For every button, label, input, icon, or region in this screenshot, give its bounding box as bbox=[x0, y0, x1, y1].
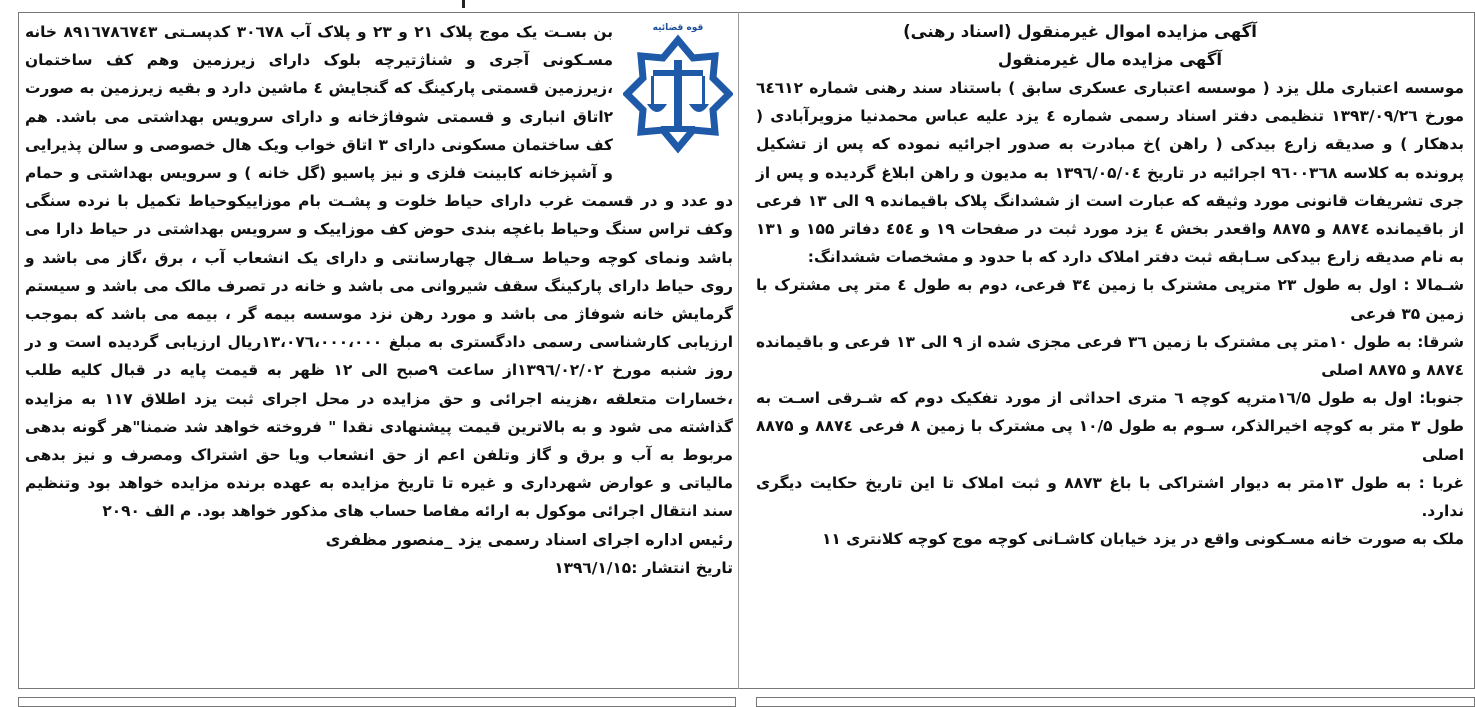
next-notice-right-frame bbox=[756, 697, 1475, 707]
boundary-north: شـمالا : اول به طول ۲۳ مترپی مشترک با زمین ۳٤ فرعی، دوم به طول ٤ متر پی مشترک با زمین ۳۵ فرعی bbox=[756, 276, 1464, 323]
publish-date: تاریخ انتشار :۱۳۹٦/۱/۱۵ bbox=[554, 558, 733, 577]
boundary-east: شرقا: به طول ۱۰متر پی مشترک با زمین ۳٦ فرعی مجزی شده از ۹ الی ۱۳ فرعی و باقیمانده ۸۸۷٤ و ۸۸۷۵ اصلی bbox=[756, 332, 1464, 380]
notice-intro-paragraph: موسسه اعتباری ملل یزد ( موسسه اعتباری عسکری سابق ) باستناد سند رهنی شماره ٦٤٦١٢ مورخ ۱۳۹۳/۰۹/۲٦ تنظیمی دفتر اسناد رسمی شماره ٤ یزد علیه عباس محمدنیا مزویرآبادی ( بدهکار ) و صدیقه زارع بیدکی ( راهن )خ مبادرت به صدور اجرائیه نموده که پس از تشکیل پرونده به کلاسه ۹٦۰۰۳٦۸ اجرائیه در تاریخ ۱۳۹٦/۰۵/۰٤ به مدیون و راهن ابلاغ گردیده و پس از جری تشریفات قانونی مورد وثیقه که عبارت است از ششدانگ پلاک باقیمانده ۹ الی ۱۳ فرعی از باقیمانده ۸۸۷٤ و ۸۸۷۵ واقعدر بخش ٤ یزد مورد ثبت در صفحات ۱۹ و ٤٥٤ دفاتر ۱۵۵ و ۱۳۱ به نام صدیقه زارع بیدکی سـابقه ثبت دفتر املاک دارد که با حدود و مشخصات ششدانگ: bbox=[756, 79, 1465, 267]
boundary-south: جنوبا: اول به طول ۱٦/۵مترپه کوچه ٦ متری احداثی از مورد تفکیک دوم که شـرقی اسـت به طول ۳ متر به کوچه اخیرالذکر، سـوم به طول ۱۰/۵ پی مشترک با زمین ۸ فرعی ۸۸۷٤ و ۸۸۷۵ اصلی bbox=[756, 389, 1465, 464]
logo-caption: قوه قضائیه bbox=[652, 23, 704, 33]
notice-right-column bbox=[756, 18, 1464, 553]
next-notice-left-frame bbox=[18, 697, 736, 707]
judiciary-emblem-icon bbox=[623, 20, 733, 170]
property-description: بن بسـت یک موج پلاک ۲۱ و ۲۳ و پلاک آب ۳۰٦۷۸ کدپسـتی ۸۹۱٦۷۸٦۷٤۳ خانه مسـکونی آجری و شناژتیرچه بلوک دارای زیرزمین وهم کف ساختمان ،زیرزمین قسمتی پارکینگ که گنجایش ٤ ماشین دارد و بقیه زیرزمین به صورت ۲اتاق انباری و قسمتی شوفاژخانه و دارای سرویس بهداشتی می باشد. هم کف ساختمان مسکونی دارای ۳ اتاق خواب ویک هال خصوصی و سالن پذیرایی و آشپزخانه کابینت فلزی و نیز پاسیو (گل خانه ) و سرویس بهداشتی و حمام دو عدد و در قسمت غرب دارای حیاط خلوت و پشـت بام موزاییکوحیاط تکمیل با نرده سنگی وکف تراس سنگ وحیاط باغچه بندی حوض کف موزاییک و سرویس بهداشتی در حیاط دارا می باشد ونمای کوچه وحیاط سـفال چهارسانتی و دارای یک انشعاب آب ، برق ،گاز می باشد و روی حیاط دارای پارکینگ سقف شیروانی می باشد و خانه در تصرف مالک می باشد و سیستم گرمایش خانه شوفاژ می باشد و مورد رهن نزد موسسه بیمه گر ، بیمه می باشد که بموجب ارزیابی کارشناسی رسمی دادگستری به مبلغ ۱۳،۰۷٦،۰۰۰،۰۰۰ریال ارزیابی گردیده است و در روز شنبه مورخ ۱۳۹٦/۰۲/۰۲از ساعت ۹صبح الی ۱۲ ظهر به قیمت پایه در قبال کلیه طلب ،خسارات متعلقه ،هزینه اجرائی و حق مزایده در محل اجرای ثبت یزد اطلاق ۱۱۷ به مزایده گذاشته می شود و به بالاترین قیمت پیشنهادی نقدا " فروخته خواهد شد ضمنا"هر گونه بدهی مربوط به آب و برق و گاز وتلفن اعم از حق انشعاب ویا حق اشتراک ومصرف و نیز بدهی مالیاتی و عوارض شهرداری و غیره تا تاریخ مزایده به عهده برنده مزایده خواهد بود وتنظیم سند انتقال اجرائی موکول به ارائه مفاصا حساب های مذکور خواهد بود. م الف ۲۰۹۰ bbox=[25, 23, 734, 521]
column-divider bbox=[738, 12, 739, 689]
notice-title: آگهی مزایده اموال غیرمنقول (اسناد رهنی) bbox=[903, 22, 1257, 41]
notice-subtitle: آگهی مزایده مال غیرمنقول bbox=[997, 50, 1223, 69]
property-location: ملک به صورت خانه مسـکونی واقع در یزد خیابان کاشـانی کوچه موج کوچه کلانتری ۱۱ bbox=[822, 530, 1464, 549]
signature: رئیس اداره اجرای اسناد رسمی یزد _منصور مظفری bbox=[325, 529, 733, 549]
top-mark bbox=[462, 0, 465, 8]
judiciary-logo bbox=[623, 20, 733, 170]
boundary-west: غربا : به طول ۱۳متر به دیوار اشتراکی با باغ ۸۸۷۳ و ثبت املاک تا این تاریخ حکایت دیگری ندارد. bbox=[756, 473, 1464, 521]
notice-left-column bbox=[25, 18, 733, 582]
